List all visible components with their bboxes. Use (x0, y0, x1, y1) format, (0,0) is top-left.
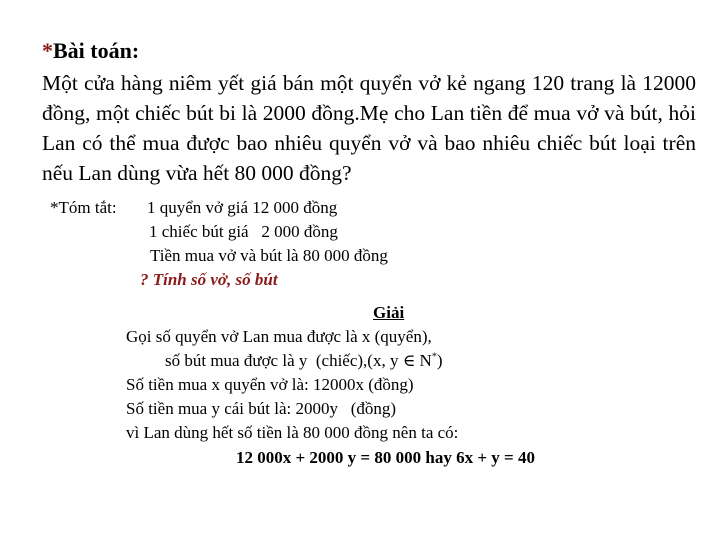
problem-heading (42, 38, 139, 64)
solution-title: Giải (373, 303, 405, 322)
solution-line-5: vì Lan dùng hết số tiền là 80 000 đồng nên ta có: (126, 423, 459, 442)
summary-line-2: 1 chiếc bút giá 2 000 đồng (149, 222, 338, 241)
solution-line-2-end: ) (436, 351, 443, 370)
solution-line-2-sup: * (431, 351, 437, 363)
summary-line-3: Tiền mua vở và bút là 80 000 đồng (150, 246, 388, 265)
summary-question: ? Tính số vở, số bút (140, 270, 278, 289)
solution-line-2 (165, 351, 443, 371)
solution-line-2-text: số bút mua được là y (chiếc),(x, y ∈ N (165, 351, 432, 370)
problem-title: Bài toán: (53, 38, 140, 63)
summary-label: *Tóm tắt: (50, 198, 117, 217)
solution-line-4: Số tiền mua y cái bút là: 2000y (đồng) (126, 399, 397, 418)
problem-star: * (42, 38, 53, 63)
summary-line-1: 1 quyển vở giá 12 000 đồng (147, 198, 338, 217)
solution-equation: 12 000x + 2000 y = 80 000 hay 6x + y = 40 (236, 448, 535, 467)
solution-line-1: Gọi số quyển vở Lan mua được là x (quyển), (126, 327, 432, 346)
problem-text: Một cửa hàng niêm yết giá bán một quyển vở kẻ ngang 120 trang là 12000 đồng, một chiếc bút bi là 2000 đồng.Mẹ cho Lan tiền để mua vở và bút, hỏi Lan có thể mua được bao nhiêu quyển vở và bao nhiêu chiếc bút loại trên nếu Lan dùng vừa hết 80 000 đồng? (42, 71, 696, 185)
solution-line-3: Số tiền mua x quyển vở là: 12000x (đồng) (126, 375, 414, 394)
